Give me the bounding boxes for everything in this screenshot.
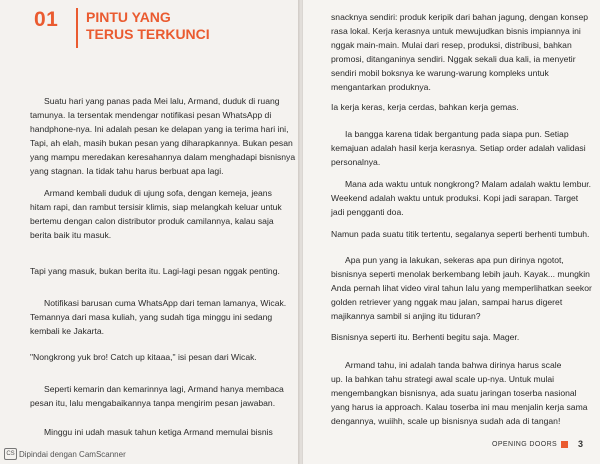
chapter-divider xyxy=(76,8,78,48)
text-line: jadi pengganti doa. xyxy=(331,207,404,217)
scanner-watermark xyxy=(4,448,126,460)
page-number: 3 xyxy=(578,439,584,449)
right-page xyxy=(303,0,600,464)
text-line: Mana ada waktu untuk nongkrong? Malam adalah waktu lembur. xyxy=(345,179,592,189)
text-line: bisnisnya seperti menolak berkembang lebih jauh. Kayak... mungkin xyxy=(331,269,590,279)
running-footer: OPENING DOORS xyxy=(492,441,558,448)
text-line: Minggu ini udah masuk tahun ketiga Armand memulai bisnis xyxy=(44,427,273,437)
text-line: yang harus ia approach. Kalau toserba ini mau menjalin kerja sama xyxy=(331,402,588,412)
text-line: mengembangkan bisnisnya, ada suatu jaringan toserba nasional xyxy=(331,388,577,398)
text-line: yang mampu meredakan keresahannya dalam menghadapi bisnisnya xyxy=(30,152,296,162)
text-line: yang stagnan. Ia tidak tahu harus berbuat apa lagi. xyxy=(30,166,224,176)
text-line: berita baik itu masuk. xyxy=(30,230,112,240)
text-line: Armand tahu, ini adalah tanda bahwa dirinya harus scale xyxy=(345,360,562,370)
left-paragraph-4 xyxy=(30,296,287,338)
right-paragraph-8 xyxy=(331,358,588,428)
text-line: Anda pernah lihat video viral tahun lalu yang memperlihatkan seekor xyxy=(331,283,592,293)
left-paragraph-2 xyxy=(30,186,284,242)
text-line: promosi, ditanganinya sendiri. Nggak sekali dua kali, ia menyetir xyxy=(331,54,576,64)
right-paragraph-1 xyxy=(331,10,589,94)
text-line: hitam rapi, dan rambut tersisir klimis, siap melangkah keluar untuk xyxy=(30,202,282,212)
chapter-title-line: PINTU YANG xyxy=(86,9,171,25)
right-paragraph-4 xyxy=(331,177,592,219)
text-line: kemajuan adalah hasil kerja kerasnya. Setiap order adalah validasi xyxy=(331,143,586,153)
text-line: handphone-nya. Ini adalah pesan ke delapan yang ia terima hari ini, xyxy=(30,124,289,134)
right-paragraph-3 xyxy=(331,127,586,169)
text-line: Apa pun yang ia lakukan, sekeras apa pun dirinya ngotot, xyxy=(345,255,564,265)
left-paragraph-3 xyxy=(30,264,284,278)
text-line: up. Ia bahkan tahu strategi awal scale up-nya. Untuk mulai xyxy=(331,374,555,384)
text-line: tamunya. Ia tersentak mendengar notifikasi pesan WhatsApp di xyxy=(30,110,272,120)
text-line: kembali ke Jakarta. xyxy=(30,326,105,336)
text-line: Seperti kemarin dan kemarinnya lagi, Armand hanya membaca xyxy=(44,384,284,394)
left-paragraph-7 xyxy=(30,425,284,439)
left-paragraph-5 xyxy=(30,350,284,364)
left-paragraph-6 xyxy=(30,382,284,410)
text-line: Armand kembali duduk di ujung sofa, dengan kemeja, jeans xyxy=(44,188,272,198)
text-line: nggak main-main. Mulai dari resep, produksi, distribusi, bahkan xyxy=(331,40,572,50)
text-line: snacknya sendiri: produk keripik dari bahan jagung, dengan konsep xyxy=(331,12,589,22)
right-paragraph-6 xyxy=(331,253,592,323)
chapter-number: 01 xyxy=(34,8,59,31)
text-line: dengannya, wuiihh, scale up bisnisnya sudah ada di tangan! xyxy=(331,416,561,426)
text-line: Bisnisnya seperti itu. Berhenti begitu saja. Mager. xyxy=(331,332,520,342)
text-line: pesan itu, lalu mengabaikannya tanpa mengirim pesan jawaban. xyxy=(30,398,276,408)
text-line: Suatu hari yang panas pada Mei lalu, Armand, duduk di ruang xyxy=(44,96,280,106)
right-paragraph-2 xyxy=(331,100,583,114)
text-line: Tapi yang masuk, bukan berita itu. Lagi-lagi pesan nggak penting. xyxy=(30,266,280,276)
left-paragraph-1 xyxy=(30,94,296,178)
text-line: Weekend adalah waktu untuk produksi. Kopi jadi sarapan. Target xyxy=(331,193,579,203)
text-line: Namun pada suatu titik tertentu, segalanya seperti berhenti tumbuh. xyxy=(331,229,590,239)
text-line: personalnya. xyxy=(331,157,381,167)
text-line: mengantarkan produknya. xyxy=(331,82,431,92)
watermark-text: Dipindai dengan CamScanner xyxy=(19,449,126,459)
text-line: Notifikasi barusan cuma WhatsApp dari teman lamanya, Wicak. xyxy=(44,298,287,308)
chapter-title-line: TERUS TERKUNCI xyxy=(86,26,210,42)
text-line: sendiri mobil boksnya ke warung-warung kompleks untuk xyxy=(331,68,549,78)
text-line: Tapi, ah elah, masih bukan pesan yang diharapkannya. Bukan pesan xyxy=(30,138,293,148)
text-line: Ia bangga karena tidak bergantung pada siapa pun. Setiap xyxy=(345,129,569,139)
text-line: "Nongkrong yuk bro! Catch up kitaaa," isi pesan dari Wicak. xyxy=(30,352,257,362)
text-line: bertemu dengan calon distributor produk camilannya, kalau saja xyxy=(30,216,274,226)
camscanner-icon: CS xyxy=(4,448,17,460)
text-line: golden retriever yang nggak mau jalan, sampai harus digeret xyxy=(331,297,563,307)
chapter-title xyxy=(86,9,236,43)
text-line: Ia kerja keras, kerja cerdas, bahkan kerja gemas. xyxy=(331,102,519,112)
text-line: majikannya sambil si anjing itu tiduran? xyxy=(331,311,481,321)
right-paragraph-7 xyxy=(331,330,583,344)
right-paragraph-5 xyxy=(331,227,590,241)
text-line: Temannya dari masa kuliah, yang sudah tiga minggu ini sedang xyxy=(30,312,273,322)
footer-accent-square xyxy=(561,441,568,448)
text-line: rasa lokal. Kerja kerasnya untuk mewujudkan bisnis impiannya ini xyxy=(331,26,581,36)
